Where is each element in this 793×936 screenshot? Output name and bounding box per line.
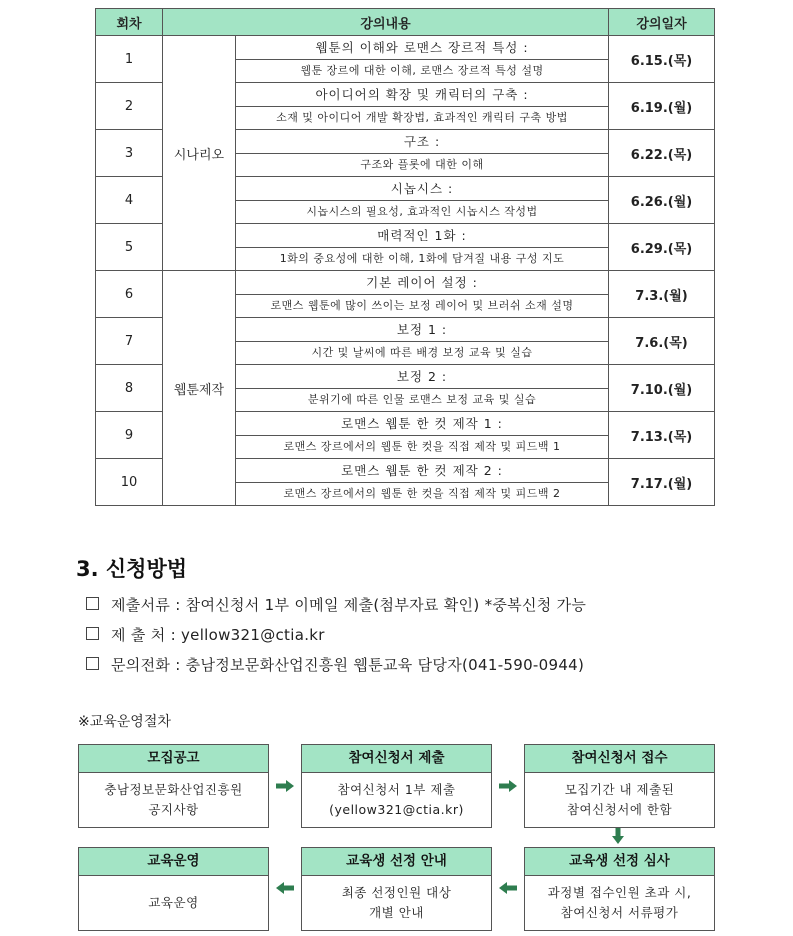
arrow-right-icon — [499, 779, 517, 795]
lecture-title: 구조 : — [236, 131, 608, 154]
lecture-date: 7.3.(월) — [609, 271, 715, 318]
header-content: 강의내용 — [163, 9, 609, 36]
lecture-desc: 시놉시스의 필요성, 효과적인 시놉시스 작성법 — [306, 204, 538, 218]
process-step-recruitment — [78, 744, 269, 828]
lecture-title: 로맨스 웹툰 한 컷 제작 1 : — [236, 413, 608, 436]
lecture-content — [236, 271, 609, 318]
table-row — [96, 36, 715, 83]
arrow-down-icon — [612, 828, 624, 847]
step-body: 교육운영 — [148, 895, 199, 910]
step-title: 교육생 선정 안내 — [302, 848, 491, 876]
lecture-content — [236, 459, 609, 506]
process-step-submit — [301, 744, 492, 828]
step-title: 참여신청서 접수 — [525, 745, 714, 773]
application-item-text: 제출서류 : 참여신청서 1부 이메일 제출(첨부자료 확인) *중복신청 가능 — [111, 596, 587, 614]
lecture-title: 매력적인 1화 : — [236, 225, 608, 248]
session-number: 7 — [96, 318, 163, 365]
session-number: 1 — [96, 36, 163, 83]
lecture-date: 6.15.(목) — [609, 36, 715, 83]
table-header-row — [96, 9, 715, 36]
checkbox-icon — [86, 627, 99, 640]
lecture-date: 7.17.(월) — [609, 459, 715, 506]
lecture-desc: 1화의 중요성에 대한 이해, 1화에 담겨질 내용 구성 지도 — [279, 251, 565, 265]
lecture-date: 6.26.(월) — [609, 177, 715, 224]
lecture-content — [236, 36, 609, 83]
lecture-desc: 구조와 플롯에 대한 이해 — [360, 157, 484, 171]
lecture-title: 로맨스 웹툰 한 컷 제작 2 : — [236, 460, 608, 483]
step-body: 과정별 접수인원 초과 시, 참여신청서 서류평가 — [547, 885, 692, 920]
arrow-right-icon — [276, 779, 294, 795]
lecture-content — [236, 130, 609, 177]
lecture-date: 6.29.(목) — [609, 224, 715, 271]
session-number: 4 — [96, 177, 163, 224]
lecture-content — [236, 412, 609, 459]
step-title: 참여신청서 제출 — [302, 745, 491, 773]
session-number: 8 — [96, 365, 163, 412]
lecture-date: 7.10.(월) — [609, 365, 715, 412]
lecture-desc: 웹툰 장르에 대한 이해, 로맨스 장르적 특성 설명 — [300, 63, 544, 77]
table-row — [96, 271, 715, 318]
lecture-desc: 분위기에 따른 인물 로맨스 보정 교육 및 실습 — [307, 392, 537, 406]
lecture-title: 보정 2 : — [236, 366, 608, 389]
lecture-content — [236, 318, 609, 365]
step-title: 교육운영 — [79, 848, 268, 876]
step-body: 참여신청서 1부 제출 (yellow321@ctia.kr) — [329, 782, 464, 817]
step-body: 최종 선정인원 대상 개별 안내 — [341, 885, 452, 920]
process-step-notification — [301, 847, 492, 931]
process-step-operation — [78, 847, 269, 931]
lecture-title: 아이디어의 확장 및 캐릭터의 구축 : — [236, 84, 608, 107]
step-body: 충남정보문화산업진흥원 공지사항 — [104, 782, 243, 817]
lecture-date: 7.6.(목) — [609, 318, 715, 365]
process-step-screening — [524, 847, 715, 931]
lecture-desc: 소재 및 아이디어 개발 확장법, 효과적인 캐릭터 구축 방법 — [276, 110, 568, 124]
session-number: 6 — [96, 271, 163, 318]
session-number: 5 — [96, 224, 163, 271]
step-title: 교육생 선정 심사 — [525, 848, 714, 876]
lecture-title: 시놉시스 : — [236, 178, 608, 201]
application-item — [86, 654, 584, 675]
lecture-desc: 로맨스 장르에서의 웹툰 한 컷을 직접 제작 및 피드백 2 — [283, 486, 561, 500]
lecture-desc: 시간 및 날씨에 따른 배경 보정 교육 및 실습 — [311, 345, 533, 359]
lecture-title: 기본 레이어 설정 : — [236, 272, 608, 295]
application-item — [86, 594, 586, 615]
lecture-date: 7.13.(목) — [609, 412, 715, 459]
checkbox-icon — [86, 657, 99, 670]
lecture-content — [236, 224, 609, 271]
application-item-text: 문의전화 : 충남정보문화산업진흥원 웹툰교육 담당자(041-590-0944) — [111, 656, 585, 674]
session-number: 9 — [96, 412, 163, 459]
lecture-content — [236, 83, 609, 130]
lecture-date: 6.19.(월) — [609, 83, 715, 130]
lecture-title: 보정 1 : — [236, 319, 608, 342]
header-date: 강의일자 — [609, 9, 715, 36]
header-session: 회차 — [96, 9, 163, 36]
arrow-left-icon — [276, 881, 294, 897]
schedule-table — [95, 8, 715, 506]
process-step-receipt — [524, 744, 715, 828]
step-title: 모집공고 — [79, 745, 268, 773]
arrow-left-icon — [499, 881, 517, 897]
part-label: 웹툰제작 — [163, 271, 236, 506]
lecture-content — [236, 177, 609, 224]
lecture-content — [236, 365, 609, 412]
lecture-date: 6.22.(목) — [609, 130, 715, 177]
part-label: 시나리오 — [163, 36, 236, 271]
process-note: ※교육운영절차 — [78, 714, 171, 730]
session-number: 2 — [96, 83, 163, 130]
lecture-desc: 로맨스 장르에서의 웹툰 한 컷을 직접 제작 및 피드백 1 — [283, 439, 561, 453]
step-body: 모집기간 내 제출된 참여신청서에 한함 — [564, 782, 675, 817]
session-number: 3 — [96, 130, 163, 177]
lecture-title: 웹툰의 이해와 로맨스 장르적 특성 : — [236, 37, 608, 60]
application-item — [86, 624, 325, 645]
section-title: 3. 신청방법 — [76, 557, 188, 581]
session-number: 10 — [96, 459, 163, 506]
lecture-desc: 로맨스 웹툰에 많이 쓰이는 보정 레이어 및 브러쉬 소재 설명 — [270, 298, 574, 312]
checkbox-icon — [86, 597, 99, 610]
application-item-text: 제 출 처 : yellow321@ctia.kr — [111, 626, 325, 644]
